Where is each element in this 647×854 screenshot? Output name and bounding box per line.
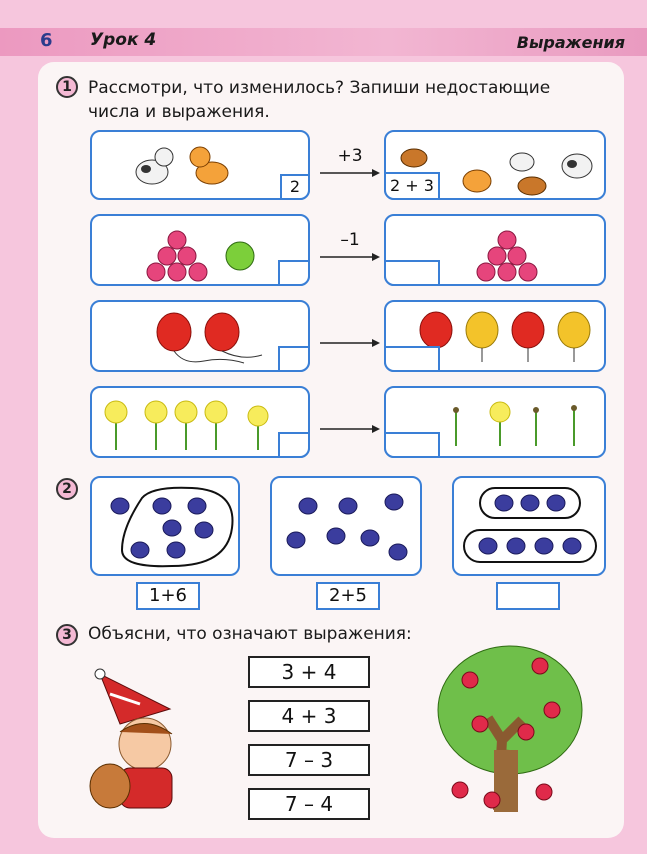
task-3-text: Объясни, что означают выражения: xyxy=(88,624,412,644)
apple-tree-illustration xyxy=(430,640,590,820)
task2-answer-1[interactable]: 1+6 xyxy=(136,582,200,610)
plums-frame-3 xyxy=(452,476,606,576)
task2-answer-3[interactable] xyxy=(496,582,560,610)
row3-right-frame xyxy=(384,300,606,372)
row2-right-answer[interactable] xyxy=(384,260,440,286)
task-1-number: 1 xyxy=(56,76,78,98)
balloons-group-illustration xyxy=(416,306,616,370)
expression-2: 4 + 3 xyxy=(248,700,370,732)
expression-1: 3 + 4 xyxy=(248,656,370,688)
row3-arrow-icon xyxy=(320,338,380,348)
row2-arrow-icon xyxy=(320,252,380,262)
task-3-number: 3 xyxy=(56,624,78,646)
topic-title: Выражения xyxy=(516,33,625,52)
apples-pyramid-illustration xyxy=(472,222,552,282)
plums-frame-1 xyxy=(90,476,240,576)
row4-arrow-icon xyxy=(320,424,380,434)
row1-operation: +3 xyxy=(337,146,363,166)
row1-left-answer[interactable]: 2 xyxy=(280,174,310,200)
row1-arrow-icon xyxy=(320,168,380,178)
row3-left-answer[interactable] xyxy=(278,346,310,372)
task-2-number: 2 xyxy=(56,478,78,500)
apples-illustration xyxy=(142,222,292,282)
dandelion-stems-illustration xyxy=(436,394,606,454)
expression-3: 7 – 3 xyxy=(248,744,370,776)
dandelions-illustration xyxy=(98,394,288,454)
row2-operation: –1 xyxy=(340,230,360,250)
gnome-illustration xyxy=(80,664,220,824)
task-1-text-line1: Рассмотри, что изменилось? Запиши недостающие xyxy=(88,78,551,98)
task2-answer-2[interactable]: 2+5 xyxy=(316,582,380,610)
row4-left-frame xyxy=(90,386,310,458)
row1-right-answer[interactable]: 2 + 3 xyxy=(384,172,440,200)
row2-left-frame xyxy=(90,214,310,286)
row1-left-frame xyxy=(90,130,310,200)
plums-group-2-illustration xyxy=(272,478,422,578)
plums-frame-2 xyxy=(270,476,422,576)
row2-left-answer[interactable] xyxy=(278,260,310,286)
expression-4: 7 – 4 xyxy=(248,788,370,820)
row1-right-frame xyxy=(384,130,606,200)
lesson-title: Урок 4 xyxy=(90,30,157,50)
page-number: 6 xyxy=(40,30,53,51)
row3-left-frame xyxy=(90,300,310,372)
plums-group-1-illustration xyxy=(92,478,242,578)
row4-right-frame xyxy=(384,386,606,458)
row2-right-frame xyxy=(384,214,606,286)
row4-left-answer[interactable] xyxy=(278,432,310,458)
row3-right-answer[interactable] xyxy=(384,346,440,372)
plums-group-3-illustration xyxy=(454,478,608,578)
row4-right-answer[interactable] xyxy=(384,432,440,458)
task-1-text-line2: числа и выражения. xyxy=(88,102,270,122)
balloons-illustration xyxy=(152,306,292,370)
